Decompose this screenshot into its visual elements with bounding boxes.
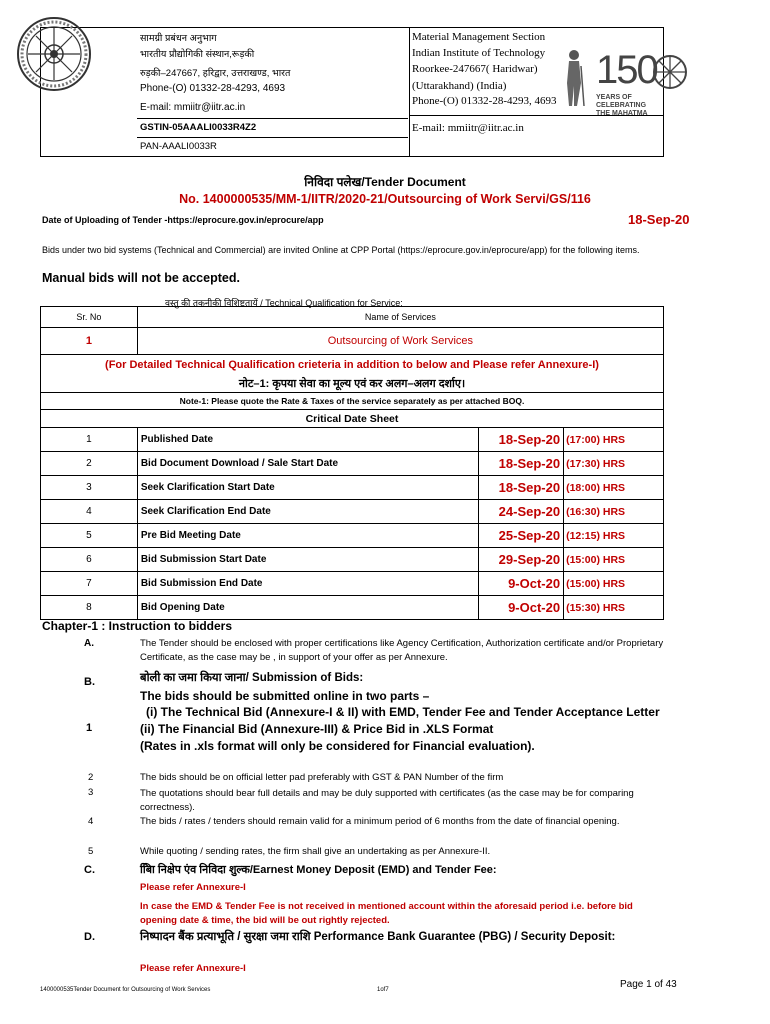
item-c-heading: बिाि निक्षेप एंव निविदा शुल्क/Earnest Money Deposit (EMD) and Tender Fee: <box>140 864 497 876</box>
item-d-heading: निष्पादन बैंक प्रत्याभूति / सुरक्षा जमा राशि Performance Bank Guarantee (PBG) / Security Deposit: <box>140 931 616 943</box>
hindi-section-name: सामग्री प्रबंधन अनुभाग <box>140 33 217 44</box>
critical-date-sr: 8 <box>41 596 138 620</box>
critical-date-label: Bid Submission Start Date <box>137 548 478 572</box>
hindi-address: रुड़की–247667, हरिद्वार, उत्तराखण्ड, भारत <box>140 68 291 79</box>
item-b1-line2: (i) The Technical Bid (Annexure-I & II) with EMD, Tender Fee and Tender Acceptance Letter <box>146 705 660 719</box>
item-b3-num: 3 <box>88 787 94 798</box>
logo-line-1: YEARS OF <box>596 94 632 101</box>
col-header-sr: Sr. No <box>41 307 138 328</box>
critical-date-row <box>41 524 664 548</box>
critical-date-title: Critical Date Sheet <box>41 410 664 428</box>
item-d-ref: Please refer Annexure-I <box>140 963 246 974</box>
phone-left: Phone-(O) 01332-28-4293, 4693 <box>140 83 286 94</box>
item-b-heading: बोली का जमा किया जाना/ Submission of Bids: <box>140 672 364 684</box>
critical-date-time: (15:00) HRS <box>564 548 664 572</box>
document-title: निविदा पलेख/Tender Document <box>304 175 466 189</box>
critical-date-value: 18-Sep-20 <box>479 428 564 452</box>
critical-date-label: Bid Submission End Date <box>137 572 478 596</box>
item-b1-line4: (Rates in .xls format will only be considered for Financial evaluation). <box>140 739 535 753</box>
phone-right: Phone-(O) 01332-28-4293, 4693 <box>412 95 557 107</box>
critical-date-value: 25-Sep-20 <box>479 524 564 548</box>
critical-date-sr: 7 <box>41 572 138 596</box>
item-b3-text: The quotations should bear full details and may be duly supported with certificates (as the case may be for comparing correctness). <box>140 788 634 813</box>
upload-date: 18-Sep-20 <box>628 212 690 227</box>
critical-date-value: 18-Sep-20 <box>479 476 564 500</box>
critical-date-value: 9-Oct-20 <box>479 572 564 596</box>
rate-note: Note-1: Please quote the Rate & Taxes of the service separately as per attached BOQ. <box>41 393 664 410</box>
item-c-warning: In case the EMD & Tender Fee is not received in mentioned account within the aforesaid period i.e. before bid opening date & time, the bid will be out rightly rejected. <box>140 901 633 926</box>
page-number: Page 1 of 43 <box>620 979 677 990</box>
upload-label: Date of Uploading of Tender -https://eprocure.gov.in/eprocure/app <box>42 215 324 225</box>
critical-date-row <box>41 428 664 452</box>
item-b2-num: 2 <box>88 772 94 783</box>
item-a-text: The Tender should be enclosed with proper certifications like Agency Certification, Authorization certificate and/or Proprietary Certificate, as the case may be , in support of your offer as per Annexure. <box>140 638 664 663</box>
tender-number: No. 1400000535/MM-1/IITR/2020-21/Outsourcing of Work Servi/GS/116 <box>179 192 591 206</box>
detail-note: (For Detailed Technical Qualification crieteria in addition to below and Please refer Annexure-I) <box>41 355 664 375</box>
critical-date-label: Published Date <box>137 428 478 452</box>
gstin: GSTIN-05AAALI0033R4Z2 <box>140 122 257 133</box>
letterhead-divider <box>409 28 410 156</box>
critical-date-value: 18-Sep-20 <box>479 452 564 476</box>
critical-date-rows <box>41 428 664 620</box>
logo-line-3: THE MAHATMA <box>596 110 648 117</box>
footer-middle: 1of7 <box>377 987 389 993</box>
critical-date-sr: 3 <box>41 476 138 500</box>
critical-date-time: (12:15) HRS <box>564 524 664 548</box>
critical-date-label: Seek Clarification Start Date <box>137 476 478 500</box>
footer-left: 1400000535Tender Document for Outsourcing of Work Services <box>40 987 211 993</box>
critical-date-sr: 5 <box>41 524 138 548</box>
item-b5-num: 5 <box>88 846 94 857</box>
critical-date-value: 24-Sep-20 <box>479 500 564 524</box>
technical-qualification-caption: वस्तु की तकनीकी विशिष्टतायें / Technical Qualification for Service: <box>165 298 403 308</box>
iitr-seal-icon <box>16 16 92 92</box>
item-b2-text: The bids should be on official letter pad preferably with GST & PAN Number of the firm <box>140 772 504 783</box>
item-b5-text: While quoting / sending rates, the firm shall give an undertaking as per Annexure-II. <box>140 846 491 857</box>
critical-date-time: (15:00) HRS <box>564 572 664 596</box>
item-b-label: B. <box>84 676 95 688</box>
item-b1-line1: The bids should be submitted online in two parts – <box>140 689 430 703</box>
item-a-label: A. <box>84 638 94 649</box>
critical-date-sr: 4 <box>41 500 138 524</box>
pan: PAN-AAALI0033R <box>140 141 217 152</box>
gstin-bottom-rule <box>137 137 408 138</box>
critical-date-label: Seek Clarification End Date <box>137 500 478 524</box>
critical-date-sr: 6 <box>41 548 138 572</box>
item-b1-line3: (ii) The Financial Bid (Annexure-III) & Price Bid in .XLS Format <box>140 722 494 736</box>
email-left: E-mail: mmiitr@iitr.ac.in <box>140 102 246 113</box>
logo-line-2: CELEBRATING <box>596 102 647 109</box>
item-c-label: C. <box>84 864 95 876</box>
critical-date-time: (15:30) HRS <box>564 596 664 620</box>
critical-date-label: Bid Opening Date <box>137 596 478 620</box>
manual-bids-note: Manual bids will not be accepted. <box>42 271 240 285</box>
gstin-top-rule <box>137 118 408 119</box>
service-name: Outsourcing of Work Services <box>137 328 663 355</box>
150-years-logo <box>582 48 704 120</box>
gandhi-figure-icon <box>562 48 586 108</box>
critical-date-time: (16:30) HRS <box>564 500 664 524</box>
hindi-institute-name: भारतीय प्रौद्योगिकी संस्थान,रूड़की <box>140 49 255 60</box>
critical-date-row <box>41 476 664 500</box>
item-c-ref: Please refer Annexure-I <box>140 882 246 893</box>
logo-number: 150 <box>596 48 657 92</box>
critical-date-sr: 2 <box>41 452 138 476</box>
critical-date-value: 9-Oct-20 <box>479 596 564 620</box>
institute-name: Indian Institute of Technology <box>412 47 546 59</box>
col-header-services: Name of Services <box>137 307 663 328</box>
critical-date-row <box>41 452 664 476</box>
critical-date-time: (17:00) HRS <box>564 428 664 452</box>
critical-date-row <box>41 500 664 524</box>
address-state: (Uttarakhand) (India) <box>412 80 507 92</box>
critical-date-label: Pre Bid Meeting Date <box>137 524 478 548</box>
item-d-label: D. <box>84 931 95 943</box>
critical-date-row <box>41 596 664 620</box>
chapter-title: Chapter-1 : Instruction to bidders <box>42 619 233 633</box>
services-table <box>40 306 664 620</box>
intro-text: Bids under two bid systems (Technical and Commercial) are invited Online at CPP Portal (https://eprocure.gov.in/eprocure/app) for the following items. <box>42 245 640 255</box>
item-b4-text: The bids / rates / tenders should remain valid for a minimum period of 6 months from the date of financial opening. <box>140 816 620 827</box>
critical-date-sr: 1 <box>41 428 138 452</box>
critical-date-row <box>41 548 664 572</box>
critical-date-time: (17:30) HRS <box>564 452 664 476</box>
email-right: E-mail: mmiitr@iitr.ac.in <box>412 122 524 134</box>
service-sr: 1 <box>41 328 138 355</box>
charkha-wheel-icon <box>652 54 688 90</box>
critical-date-row <box>41 572 664 596</box>
item-b4-num: 4 <box>88 816 94 827</box>
critical-date-time: (18:00) HRS <box>564 476 664 500</box>
address-city: Roorkee-247667( Haridwar) <box>412 63 538 75</box>
hindi-rate-note: नोट–1: कृपया सेवा का मूल्य एवं कर अलग–अलग दर्शाए। <box>41 375 664 393</box>
critical-date-label: Bid Document Download / Sale Start Date <box>137 452 478 476</box>
item-b1-num: 1 <box>86 722 93 734</box>
critical-date-value: 29-Sep-20 <box>479 548 564 572</box>
section-name: Material Management Section <box>412 31 546 43</box>
